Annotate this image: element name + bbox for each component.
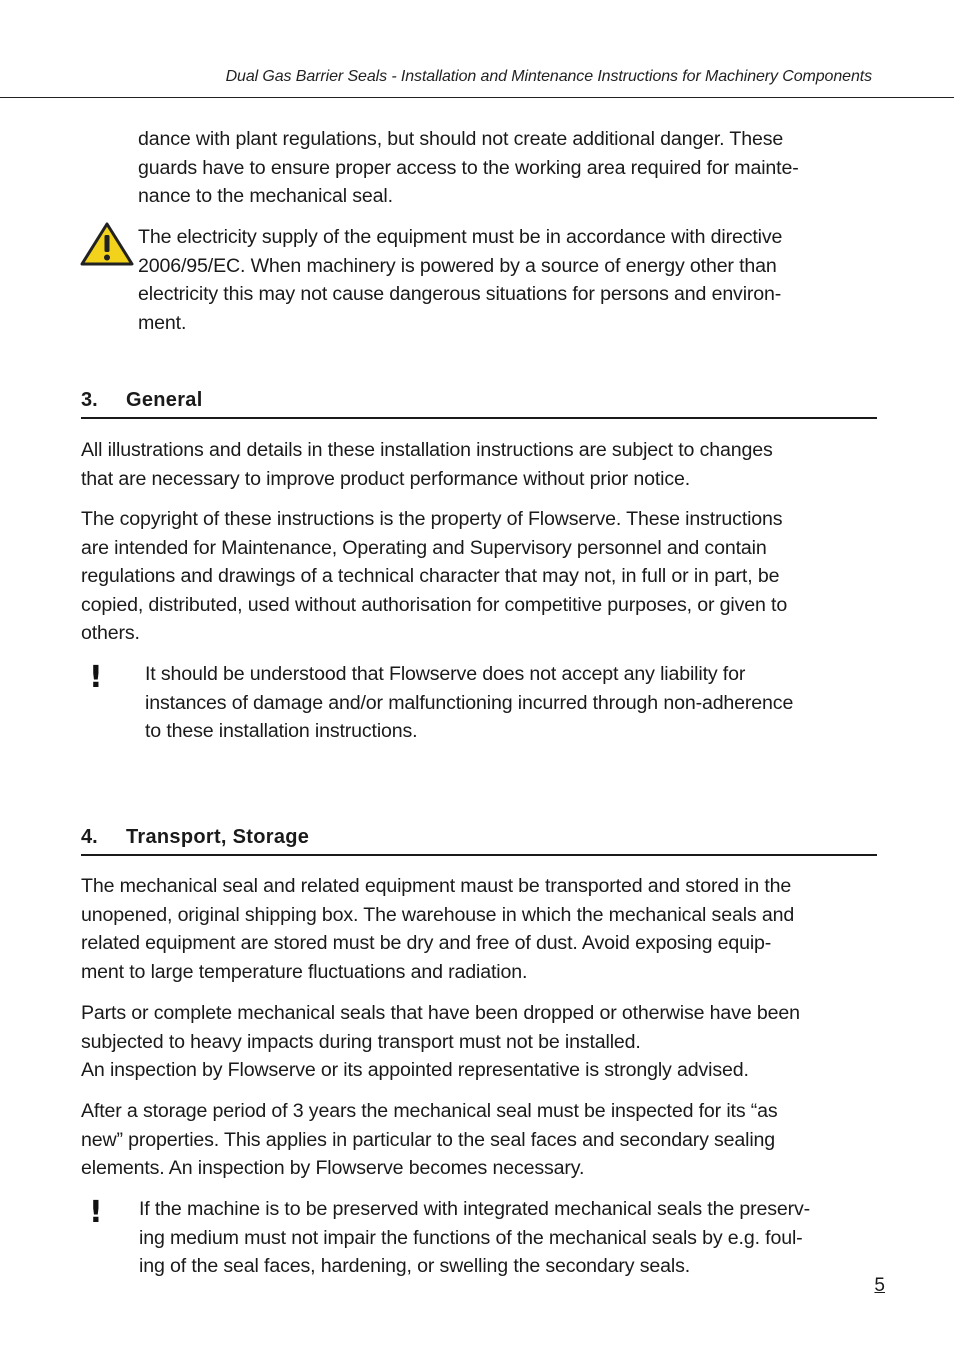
section-number: 3. <box>81 389 98 411</box>
text-line: It should be understood that Flowserve does not accept any liability for <box>145 663 746 685</box>
text-line: copied, distributed, used without authorisation for competitive purposes, or given to <box>81 593 788 616</box>
text-line: ment. <box>138 311 187 334</box>
text-line: dance with plant regulations, but should not create additional danger. These <box>138 128 784 150</box>
section-3-heading <box>81 389 877 419</box>
section-4-paragraph-3 <box>81 1097 778 1183</box>
section-3-paragraph-2 <box>81 505 787 648</box>
section-3-paragraph-1 <box>81 436 773 493</box>
text-line: are intended for Maintenance, Operating and Supervisory personnel and contain <box>81 536 767 559</box>
text-line: If the machine is to be preserved with integrated mechanical seals the preserv- <box>139 1198 811 1220</box>
electricity-warning-paragraph <box>138 223 782 337</box>
text-line: instances of damage and/or malfunctioning incurred through non-adherence <box>145 691 794 714</box>
text-line: others. <box>81 622 140 644</box>
page-number: 5 <box>874 1275 885 1296</box>
exclamation-icon: ! <box>89 660 103 695</box>
text-line: 2006/95/EC. When machinery is powered by a source of energy other than <box>138 254 777 277</box>
text-line: related equipment are stored must be dry and free of dust. Avoid exposing equip- <box>81 932 772 954</box>
text-line: new” properties. This applies in particular to the seal faces and secondary sealing <box>81 1128 776 1151</box>
section-4-paragraph-1 <box>81 872 794 986</box>
text-line: The copyright of these instructions is the property of Flowserve. These instructions <box>81 508 783 530</box>
text-line: Parts or complete mechanical seals that have been dropped or otherwise have been <box>81 1002 800 1024</box>
section-number: 4. <box>81 826 98 848</box>
text-line: guards have to ensure proper access to the working area required for mainte- <box>138 156 799 179</box>
intro-paragraph <box>138 125 799 211</box>
page-header <box>0 0 954 98</box>
text-line: The mechanical seal and related equipment maust be transported and stored in the <box>81 875 792 897</box>
text-line: unopened, original shipping box. The warehouse in which the mechanical seals and <box>81 903 795 926</box>
text-line: nance to the mechanical seal. <box>138 185 393 207</box>
text-line: The electricity supply of the equipment must be in accordance with directive <box>138 226 783 248</box>
text-line: An inspection by Flowserve or its appointed representative is strongly advised. <box>81 1059 749 1081</box>
preservation-notice <box>139 1195 810 1281</box>
section-title: General <box>126 389 203 411</box>
text-line: After a storage period of 3 years the mechanical seal must be inspected for its “as <box>81 1100 778 1122</box>
text-line: ment to large temperature fluctuations and radiation. <box>81 960 528 983</box>
text-line: ing of the seal faces, hardening, or swelling the secondary seals. <box>139 1255 691 1277</box>
liability-notice <box>145 660 793 746</box>
text-line: to these installation instructions. <box>145 720 418 742</box>
text-line: subjected to heavy impacts during transport must not be installed. <box>81 1030 641 1053</box>
section-4-heading <box>81 826 877 856</box>
text-line: regulations and drawings of a technical character that may not, in full or in part, be <box>81 565 780 587</box>
text-line: electricity this may not cause dangerous situations for persons and environ- <box>138 283 782 305</box>
text-line: that are necessary to improve product performance without prior notice. <box>81 467 691 490</box>
text-line: ing medium must not impair the functions of the mechanical seals by e.g. foul- <box>139 1226 803 1249</box>
exclamation-icon: ! <box>89 1195 103 1230</box>
section-title: Transport, Storage <box>126 826 310 848</box>
header-title: Dual Gas Barrier Seals - Installation and Mintenance Instructions for Machinery Components <box>225 68 872 85</box>
text-line: elements. An inspection by Flowserve becomes necessary. <box>81 1157 585 1179</box>
warning-triangle-icon <box>80 222 134 266</box>
text-line: All illustrations and details in these installation instructions are subject to changes <box>81 439 773 461</box>
section-4-paragraph-2 <box>81 999 800 1085</box>
